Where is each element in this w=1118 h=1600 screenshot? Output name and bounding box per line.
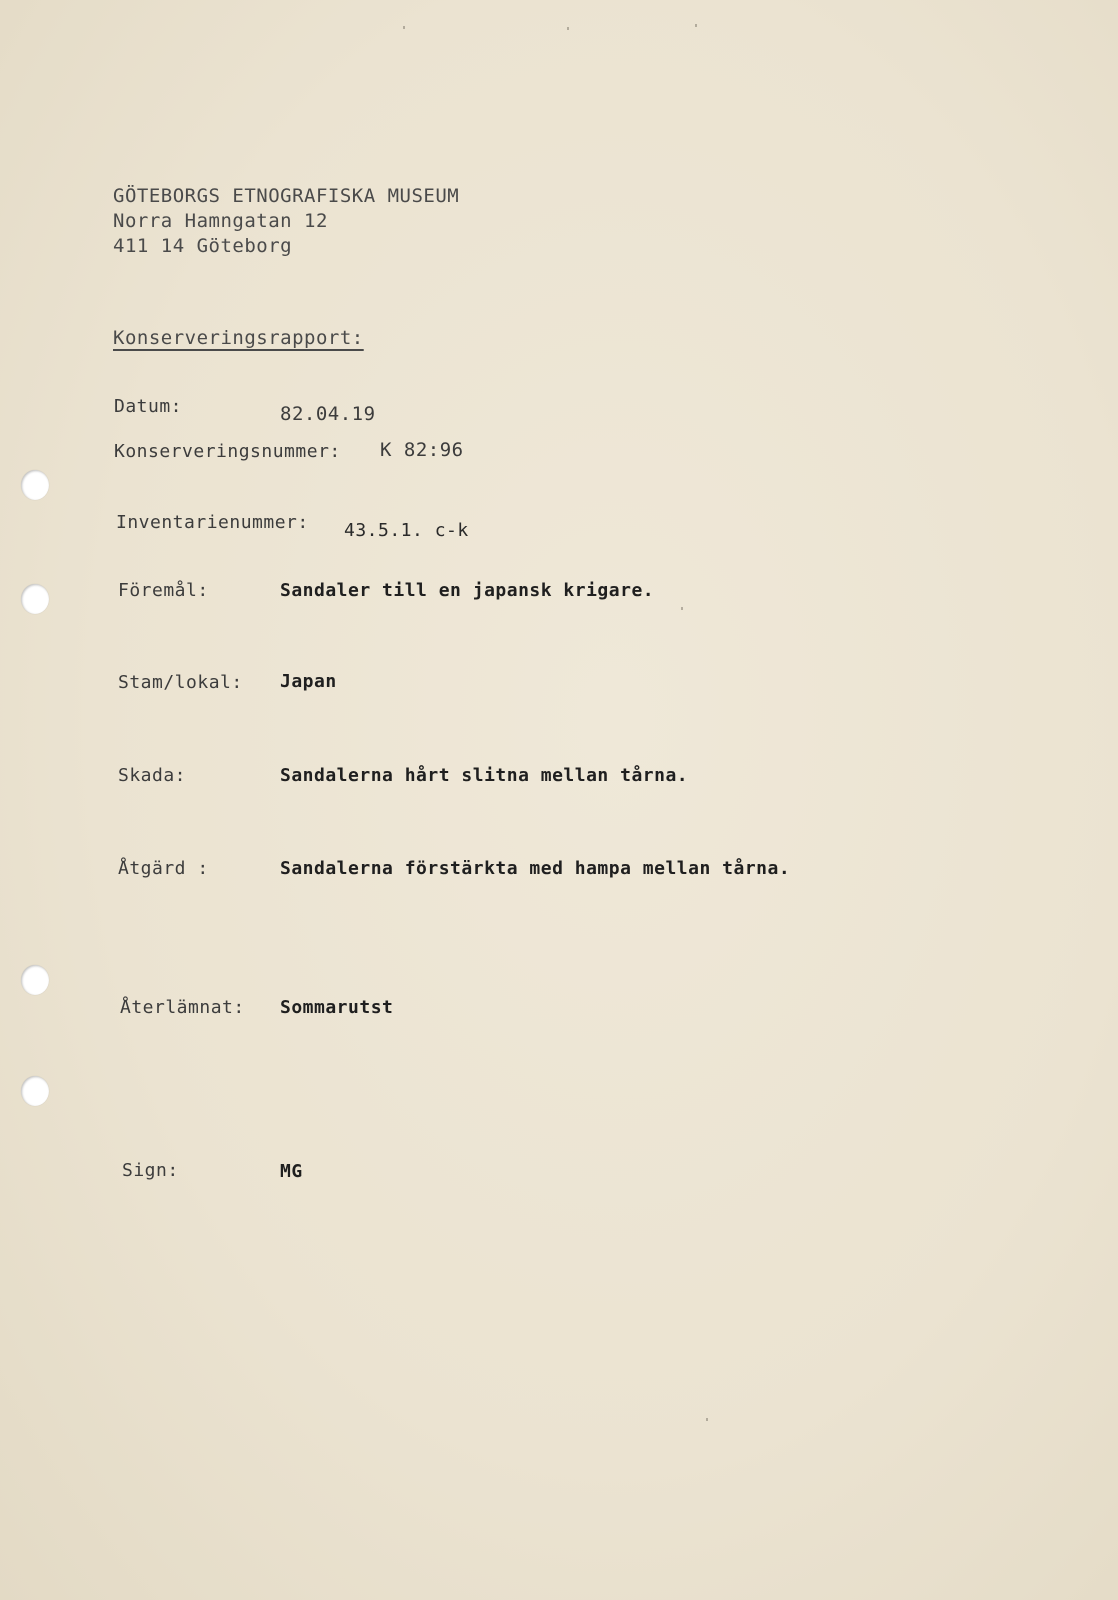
report-title: Konserveringsrapport:	[113, 327, 364, 349]
paper-speck	[567, 27, 569, 30]
museum-street-address: Norra Hamngatan 12	[113, 210, 328, 232]
punch-hole	[21, 1076, 49, 1106]
paper-speck	[695, 24, 697, 27]
paper-speck	[681, 607, 683, 610]
inventarienummer-label: Inventarienummer:	[116, 512, 309, 533]
foremal-value: Sandaler till en japansk krigare.	[280, 580, 655, 601]
museum-postal-address: 411 14 Göteborg	[113, 235, 293, 257]
skada-label: Skada:	[118, 765, 187, 786]
punch-hole	[21, 584, 49, 614]
datum-value: 82.04.19	[280, 403, 376, 425]
museum-name: GÖTEBORGS ETNOGRAFISKA MUSEUM	[113, 185, 460, 207]
konserveringsnummer-value: K 82:96	[380, 439, 464, 461]
paper-speck	[403, 26, 405, 29]
atgard-label: Åtgärd :	[118, 858, 209, 879]
inventarienummer-value: 43.5.1. c-k	[344, 520, 469, 541]
aterlamnat-value: Sommarutst	[280, 997, 394, 1018]
foremal-label: Föremål:	[118, 580, 209, 601]
stam-lokal-value: Japan	[280, 671, 337, 692]
aterlamnat-label: Återlämnat:	[120, 997, 245, 1018]
sign-value: MG	[280, 1161, 303, 1182]
sign-label: Sign:	[122, 1160, 179, 1181]
punch-hole	[21, 470, 49, 500]
paper-speck	[706, 1418, 708, 1421]
punch-hole	[21, 965, 49, 995]
konserveringsnummer-label: Konserveringsnummer:	[114, 441, 341, 462]
datum-label: Datum:	[114, 396, 183, 417]
atgard-value: Sandalerna förstärkta med hampa mellan tårna.	[280, 858, 791, 879]
stam-lokal-label: Stam/lokal:	[118, 672, 243, 693]
skada-value: Sandalerna hårt slitna mellan tårna.	[280, 765, 689, 786]
